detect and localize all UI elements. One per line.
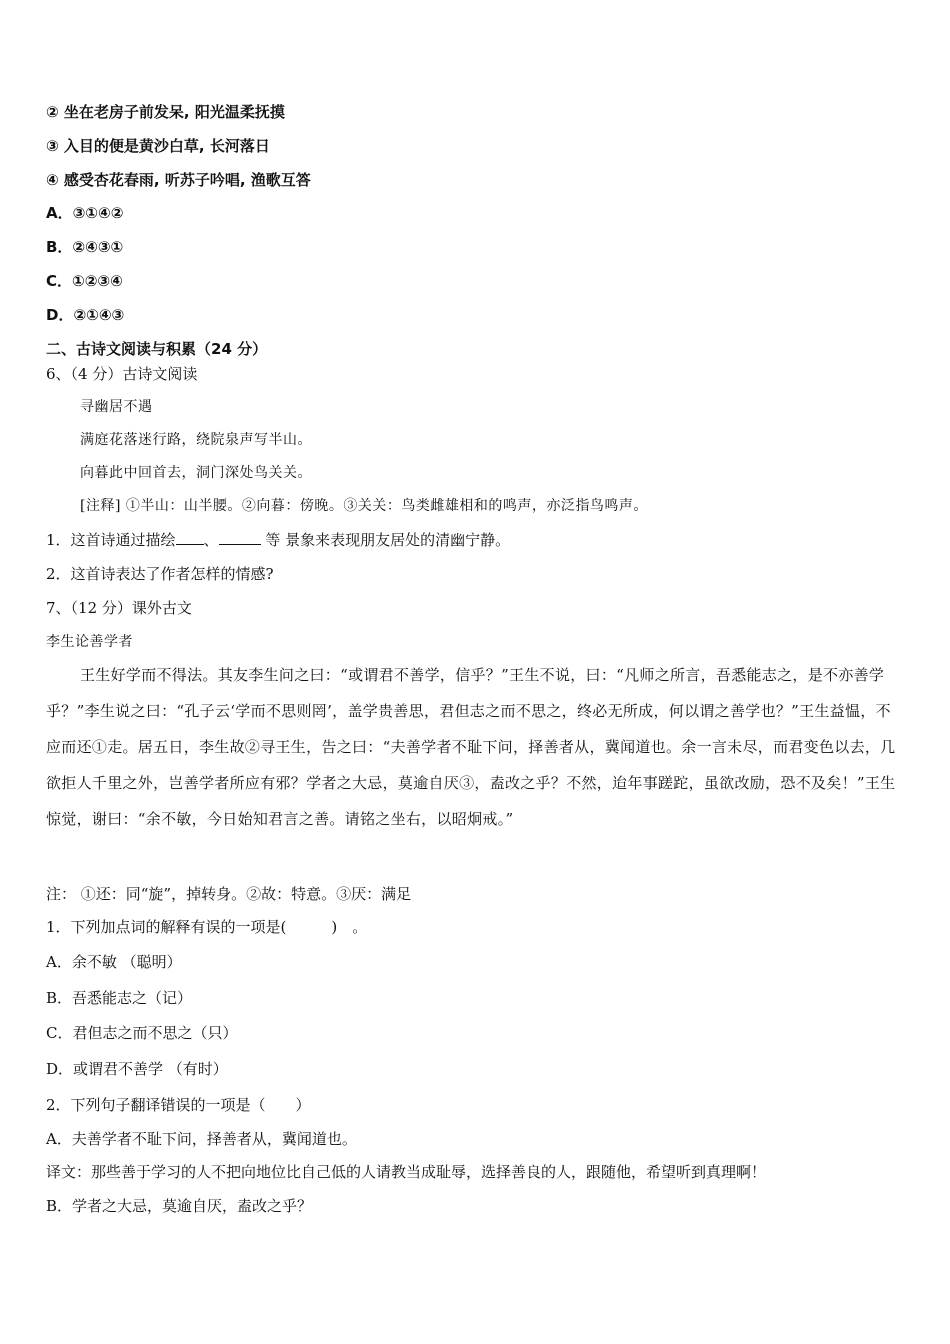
q7-sub1-option-d: D．或谓君不善学 （有时） xyxy=(46,1060,228,1078)
q7-header: 7、（12 分）课外古文 xyxy=(46,599,192,617)
passage-text: 王生好学而不得法。其友李生问之曰：“或谓君不善学，信乎？”王生不说，曰：“凡师之所言，吾悉能志之，是不亦善学乎？”李生说之曰：“孔子云‘学而不思则罔’，盖学贵善思，君但志之而不思之，终必无所成，何以谓之善学也？”王生益愠，不应而还①走。居五日，李生故②寻王生，告之曰：“夫善学者不耻下问，择善者从，冀闻道也。余一言未尽，而君变色以去，几欲拒人千里之外，岂善学者所应有邪？学者之大忌，莫逾自厌③，盍改之乎？不然，迨年事蹉跎，虽欲改励，恐不及矣！”王生惊觉，谢曰：“余不敏，今日始知君言之善。请铭之坐右，以昭炯戒。” xyxy=(46,666,896,828)
q6-header: 6、（4 分）古诗文阅读 xyxy=(46,365,198,383)
q6-sub1-prefix: 1．这首诗通过描绘 xyxy=(46,531,176,549)
q6-sub1-suffix: 等 景象来表现朋友居处的清幽宁静。 xyxy=(260,531,511,549)
q7-sub2-option-b: B．学者之大忌，莫逾自厌，盍改之乎？ xyxy=(46,1197,313,1215)
q5-choice-b: B．②④③① xyxy=(46,238,124,256)
poem-line-1: 满庭花落迷行路，绕院泉声写半山。 xyxy=(80,432,312,448)
q6-sub1-sep: 、 xyxy=(203,531,219,549)
q5-option-2: ② 坐在老房子前发呆, 阳光温柔抚摸 xyxy=(46,103,285,121)
answer-blank-1[interactable] xyxy=(176,530,204,545)
q7-sub2-option-a-translation: 译文：那些善于学习的人不把向地位比自己低的人请教当成耻辱，选择善良的人，跟随他，希望听到真理啊！ xyxy=(46,1163,767,1181)
poem-title: 寻幽居不遇 xyxy=(80,399,153,415)
q7-sub2-option-a: A．夫善学者不耻下问，择善者从，冀闻道也。 xyxy=(46,1130,357,1148)
q5-choice-a: A．③①④② xyxy=(46,204,124,222)
q5-option-3: ③ 入目的便是黄沙白草, 长河落日 xyxy=(46,137,270,155)
answer-blank-2[interactable] xyxy=(219,530,261,545)
q5-option-4: ④ 感受杏花春雨, 听苏子吟唱, 渔歌互答 xyxy=(46,171,311,189)
q7-sub1-option-b: B．吾悉能志之（记） xyxy=(46,989,193,1007)
q7-sub1-option-c: C．君但志之而不思之（只） xyxy=(46,1024,238,1042)
section-title: 二、古诗文阅读与积累（24 分） xyxy=(46,340,268,358)
passage-note: 注： ①还：同“旋”，掉转身。②故：特意。③厌：满足 xyxy=(46,885,412,903)
passage-title: 李生论善学者 xyxy=(46,634,133,650)
q6-sub2: 2．这首诗表达了作者怎样的情感? xyxy=(46,565,274,583)
q5-choice-d: D．②①④③ xyxy=(46,306,125,324)
q6-sub1 xyxy=(46,530,510,550)
poem-note: [注释] ①半山：山半腰。②向暮：傍晚。③关关：鸟类雌雄相和的鸣声，亦泛指鸟鸣声。 xyxy=(80,498,648,514)
q7-sub1: 1．下列加点词的解释有误的一项是( ) 。 xyxy=(46,918,368,936)
q5-choice-c: C．①②③④ xyxy=(46,272,123,290)
poem-line-2: 向暮此中回首去，洞门深处鸟关关。 xyxy=(80,465,312,481)
q7-sub2: 2．下列句子翻译错误的一项是（ ） xyxy=(46,1096,311,1114)
q7-sub1-option-a: A．余不敏 （聪明） xyxy=(46,953,182,971)
